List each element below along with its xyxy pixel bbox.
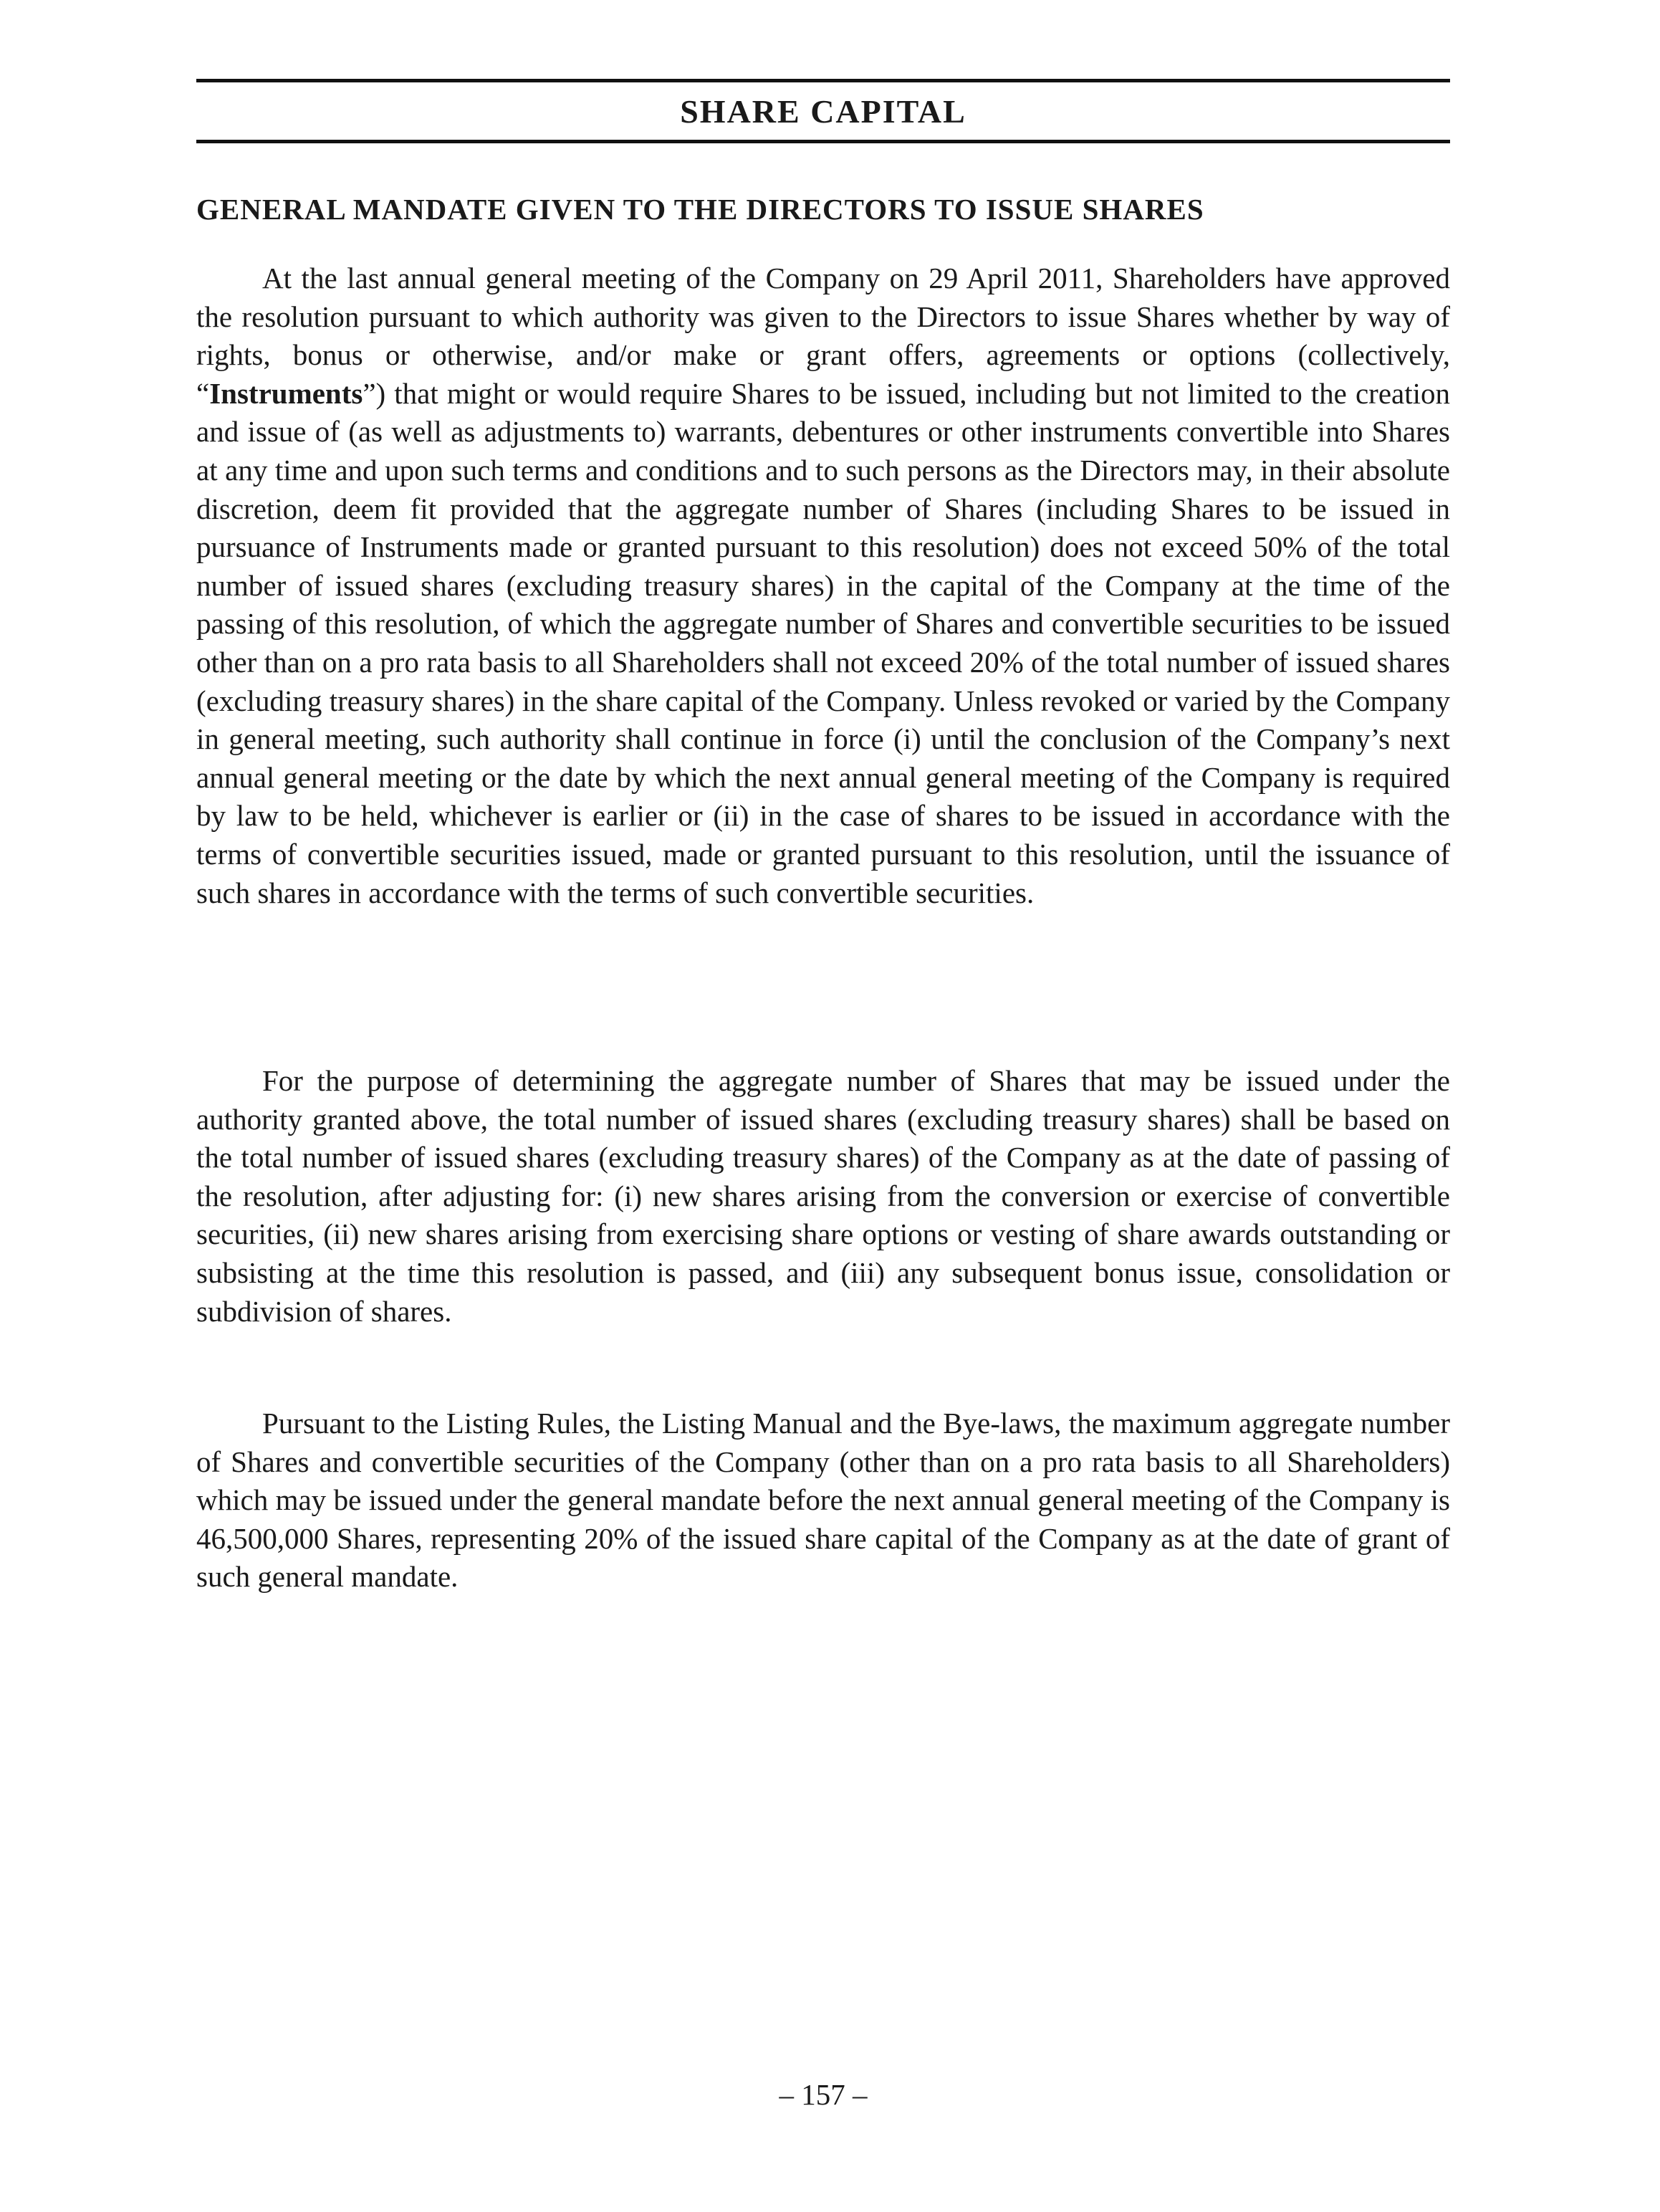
header-top-rule bbox=[196, 79, 1450, 82]
defined-term-instruments: Instruments bbox=[209, 376, 363, 410]
paragraph-text: ”) that might or would require Shares to be issued, including but not limited to the creation and issue of (as well as adjustments to) warrants, debentures or other instruments convertible into Shares at any time and upon such terms and conditions and to such persons as the Directors may, in their absolute discretion, deem fit provided that the aggregate number of Shares (including Shares to be issued in pursuance of Instruments made or granted pursuant to this resolution) does not exceed 50% of the total number of issued shares (excluding treasury shares) in the capital of the Company at the time of the passing of this resolution, of which the aggregate number of Shares and convertible securities to be issued other than on a pro rata basis to all Shareholders shall not exceed 20% of the total number of issued shares (excluding treasury shares) in the share capital of the Company. Unless revoked or varied by the Company in general meeting, such authority shall continue in force (i) until the conclusion of the Company’s next annual general meeting or the date by which the next annual general meeting of the Company is required by law to be held, whichever is earlier or (ii) in the case of shares to be issued in accordance with the terms of convertible securities issued, made or granted pursuant to this resolution, until the issuance of such shares in accordance with the terms of such convertible securities. bbox=[196, 376, 1450, 909]
section-heading: GENERAL MANDATE GIVEN TO THE DIRECTORS TO ISSUE SHARES bbox=[196, 193, 1204, 226]
page-number: – 157 – bbox=[779, 2078, 868, 2111]
paragraph-general-mandate bbox=[196, 259, 1450, 912]
paragraph-text: At the last annual general meeting of the Company on 29 April 2011, Shareholders have approved the resolution pursuant to which authority was given to the Directors to issue Shares whether by way of rights, bonus or otherwise, and/or make or grant offers, agreements or options (collectively, “ bbox=[196, 262, 1450, 410]
header-bottom-rule bbox=[196, 140, 1450, 143]
page-header-title: SHARE CAPITAL bbox=[680, 93, 966, 130]
paragraph-maximum-shares: Pursuant to the Listing Rules, the Listing Manual and the Bye-laws, the maximum aggregate number of Shares and convertible securities of the Company (other than on a pro rata basis to all Shareholders) which may be issued under the general mandate before the next annual general meeting of the Company is 46,500,000 Shares, representing 20% of the issued share capital of the Company as at the date of grant of such general mandate. bbox=[196, 1407, 1450, 1594]
paragraph-determining-shares: For the purpose of determining the aggregate number of Shares that may be issued under the authority granted above, the total number of issued shares (excluding treasury shares) shall be based on the total number of issued shares (excluding treasury shares) of the Company as at the date of passing of the resolution, after adjusting for: (i) new shares arising from the conversion or exercise of convertible securities, (ii) new shares arising from exercising share options or vesting of share awards outstanding or subsisting at the time this resolution is passed, and (iii) any subsequent bonus issue, consolidation or subdivision of shares. bbox=[196, 1064, 1450, 1328]
